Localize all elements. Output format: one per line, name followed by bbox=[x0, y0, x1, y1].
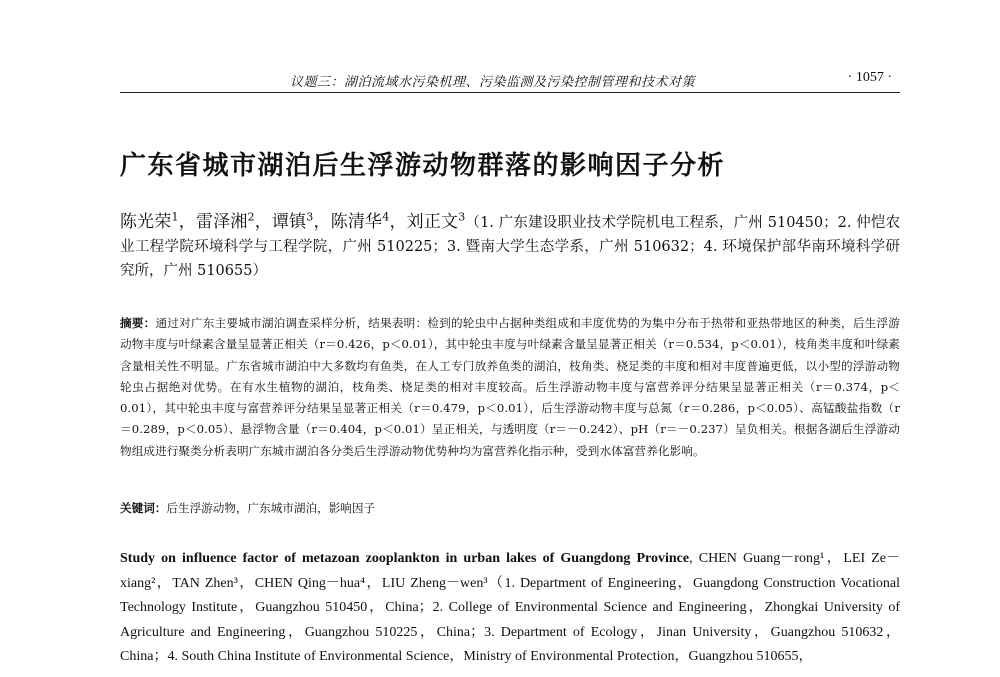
keywords-text: 后生浮游动物，广东城市湖泊，影响因子 bbox=[166, 501, 376, 515]
author-name: 陈光荣 bbox=[120, 212, 172, 232]
keywords-label: 关键词： bbox=[120, 501, 167, 515]
author-names: 陈光荣$^1$，雷泽湘$^2$，谭镇$^3$，陈清华$^4$，刘正文$^3$ bbox=[120, 210, 466, 232]
abstract-label: 摘要： bbox=[120, 316, 156, 330]
author-name: 雷泽湘 bbox=[195, 212, 248, 232]
english-title: Study on influence factor of metazoan zooplankton in urban lakes of Guangdong Province bbox=[120, 551, 690, 566]
running-header bbox=[120, 68, 900, 93]
affiliation-mark: 4 bbox=[382, 210, 390, 224]
affiliation-mark: 1 bbox=[171, 210, 179, 224]
author-name: 陈清华 bbox=[330, 212, 383, 232]
affiliation-mark: 3 bbox=[458, 210, 466, 224]
keywords bbox=[120, 498, 900, 518]
english-title-block: Study on influence factor of metazoan zooplankton in urban lakes of Guangdong Province, CHEN Guang－rong¹，LEI Ze－xiang²，TAN Zhen³，CHEN Qing－hua⁴，LIU Zheng－wen³（1. Department of Engineering，Guangdong Construction Vocational Technology Institute，Guangzhou 510450，China；2. College of Environmental Science and Engineering，Zhongkai University of Agriculture and Engineering，Guangzhou 510225，China；3. Department of Ecology，Jinan University，Guangzhou 510632，China；4. South China Institute of Environmental Science，Ministry of Environmental Protection，Guangzhou 510655， bbox=[120, 551, 901, 664]
author-name: 刘正文 bbox=[406, 212, 459, 232]
author-block bbox=[120, 210, 900, 283]
page-number: · 1057 · bbox=[847, 70, 892, 85]
english-authors-affiliations: CHEN Guang－rong¹，LEI Ze－xiang²，TAN Zhen³，CHEN Qing－hua⁴，LIU Zheng－wen³（1. Department of Engineering，Guangdong Construction Vocational Technology Institute，Guangzhou 510450，China；2. College of Environmental Science and Engineering，Zhongkai University of Agriculture and Engineering，Guangzhou 510225，China；3. Department of Ecology，Jinan University，Guangzhou 510632，China；4. South China Institute of Environmental Science，Ministry of Environmental Protection，Guangzhou 510655， bbox=[120, 551, 901, 664]
affiliation-mark: 3 bbox=[306, 210, 314, 224]
series-title: 议题三：湖泊流域水污染机理、污染监测及污染控制管理和技术对策 bbox=[290, 75, 696, 90]
affiliation-mark: 2 bbox=[247, 210, 255, 224]
paper-title: 广东省城市湖泊后生浮游动物群落的影响因子分析 bbox=[120, 151, 726, 181]
author-name: 谭镇 bbox=[271, 212, 307, 232]
author-affiliations: （1. 广东建设职业技术学院机电工程系，广州 510450；2. 仲恺农业工程学院环境科学与工程学院，广州 510225；3. 暨南大学生态学系，广州 510632；4. 环境保护部华南环境科学研究所，广州 510655） bbox=[120, 215, 901, 279]
abstract bbox=[120, 313, 900, 462]
abstract-text: 通过对广东主要城市湖泊调查采样分析，结果表明：检到的轮虫中占据种类组成和丰度优势的为集中分布于热带和亚热带地区的种类，后生浮游动物丰度与叶绿素含量呈显著正相关（r＝0.426，p＜0.01），其中轮虫丰度与叶绿素含量呈显著正相关（r＝0.534，p＜0.01），枝角类丰度和叶绿素含量相关性不明显。广东省城市湖泊中大多数均有鱼类，在人工专门放养鱼类的湖泊，枝角类、桡足类的丰度和相对丰度普遍更低，以小型的浮游动物轮虫占据绝对优势。在有水生植物的湖泊，枝角类、桡足类的相对丰度较高。后生浮游动物丰度与富营养评分结果呈显著正相关（r＝0.374，p＜0.01），其中轮虫丰度与富营养评分结果呈显著正相关（r＝0.479，p＜0.01），后生浮游动物丰度与总氮（r＝0.286，p＜0.05）、高锰酸盐指数（r＝0.289，p＜0.05）、悬浮物含量（r＝0.404，p＜0.01）呈正相关，与透明度（r＝－0.242）、pH（r＝－0.237）呈负相关。根据各湖后生浮游动物组成进行聚类分析表明广东城市湖泊各分类后生浮游动物优势种均为富营养化指示种，受到水体富营养化影响。 bbox=[120, 316, 900, 458]
